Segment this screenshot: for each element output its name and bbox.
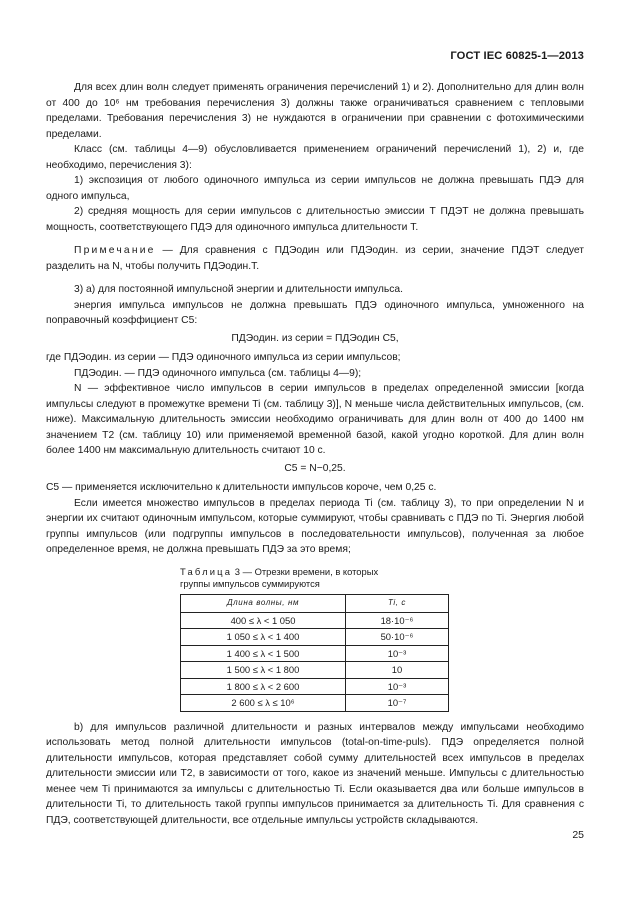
where-pde-single: ПДЭодин. — ПДЭ одиночного импульса (см. таблицы 4—9); [74,367,362,379]
item-1-exposure: 1) экспозиция от любого одиночного импульса из серии импульсов не должна превышать ПДЭ для одного импульса, [46,175,584,202]
paragraph-c5-usage: C5 — применяется исключительно к длительности импульсов короче, чем 0,25 с. [46,482,437,493]
table-cell-ti: 50·10⁻⁶ [346,629,449,646]
formula-pde-series: ПДЭодин. из серии = ПДЭодин C5, [231,332,399,344]
where-pde-series: где ПДЭодин. из серии — ПДЭ одиночного импульса из серии импульсов; [46,352,401,363]
page-number: 25 [572,829,584,841]
table-row [181,662,449,679]
table-cell-wavelength: 1 400 ≤ λ < 1 500 [181,645,346,662]
where-n-definition: N — эффективное число импульсов в серии импульсов в пределах определенной эмиссии [когда импульсы следуют в промежутке времени Ti (см. таблицу 3)], N меньше числа действительных импульсов, (см. ниже). Максимальную длительность эмиссии необходимо ограничивать для длин волн от 400 до 1400 нм значением T2 (см. таблицу 10) или применяемой временной базой, какой угодно короткой. Для длин волн более 1400 нм максимальную длительность считают 10 с. [46,383,584,456]
paragraph-class: Класс (см. таблицы 4—9) обусловливается применением ограничений перечислений 1), 2) и, где необходимо, перечисления 3): [46,144,584,171]
table-row [181,612,449,629]
table-cell-ti: 18·10⁻⁶ [346,612,449,629]
table-cell-ti: 10⁻³ [346,678,449,695]
table-cell-ti: 10⁻⁷ [346,695,449,712]
document-body [46,80,584,828]
paragraph-multiple-pulses: Если имеется множество импульсов в пределах периода Ti (см. таблицу 3), то при определении N и энергии их считают одиночным импульсом, которые суммируют, чтобы сравнивать с ПДЭ по Ti. Энергия любой группы импульсов (или подгруппы импульсов в последовательности импульсов), полученная за любое определенное время, не должна превышать ПДЭ за это время; [46,497,584,555]
table-row [181,645,449,662]
table-3-caption-text: 3 — Отрезки времени, в которых группы импульсов суммируются [180,565,379,589]
standard-header: ГОСТ IEC 60825-1—2013 [450,50,584,62]
column-header-wavelength: Длина волны, нм [181,594,346,612]
table-header-row [181,594,449,612]
paragraph-pulse-energy: энергия импульса импульсов не должна превышать ПДЭ одиночного импульса, умноженного на поправочный коэффициент C5: [46,299,584,326]
table-3 [180,594,449,712]
table-cell-wavelength: 400 ≤ λ < 1 050 [181,612,346,629]
note [46,243,584,274]
item-3a: 3) а) для постоянной импульсной энергии и длительности импульса. [74,284,404,295]
item-2-average-power: 2) средняя мощность для серии импульсов с длительностью эмиссии T ПДЭT не должна превышать мощность, соответствующего ПДЭ для одиночного импульса длительности T. [46,206,584,233]
table-3-caption-label: Таблица [180,565,233,577]
table-row [181,695,449,712]
table-cell-wavelength: 1 050 ≤ λ < 1 400 [181,629,346,646]
table-cell-ti: 10 [346,662,449,679]
paragraph-wavelength-limits: Для всех длин волн следует применять ограничения перечислений 1) и 2). Дополнительно для длин волн от 400 до 10⁶ нм требования перечисления 3) должны также ограничиваться сравнением с тепловыми пределами. Требования перечисления 3) не нуждаются в ограничении при сравнении с фотохимическими пределами. [46,82,584,140]
table-row [181,678,449,695]
item-3b-total-on-time: b) для импульсов различной длительности и разных интервалов между импульсами необходимо использовать метод полной длительности импульсов (total-on-time-puls). ПДЭ определяется полной длительности импульсов, которая представляет собой сумму длительностей всех импульсов в пределах длительности эмиссии или T2, в зависимости от того, какое из значений меньше. Импульсы с длительностью менее чем Ti принимаются за импульсы с длительностью Ti. Если оказывается два или больше импульсов в длительности Ti, то длительность такой группы импульсов принимается за длительность Ti. Для сравнения с ПДЭ, соответствующей длительности, все отдельные импульсы устройств складываются. [46,721,584,826]
column-header-ti: Ti, с [346,594,449,612]
note-label: Примечание [74,245,156,256]
table-row [181,629,449,646]
table-cell-wavelength: 1 500 ≤ λ < 1 800 [181,662,346,679]
table-cell-ti: 10⁻³ [346,645,449,662]
table-cell-wavelength: 2 600 ≤ λ ≤ 10⁶ [181,695,346,712]
note-text: — Для сравнения с ПДЭодин или ПДЭодин. из серии, значение ПДЭT следует разделить на N, чтобы получить ПДЭодин.T. [46,245,584,272]
table-3-caption [180,566,410,590]
table-cell-wavelength: 1 800 ≤ λ < 2 600 [181,678,346,695]
formula-c5: C5 = N−0,25. [284,462,346,474]
